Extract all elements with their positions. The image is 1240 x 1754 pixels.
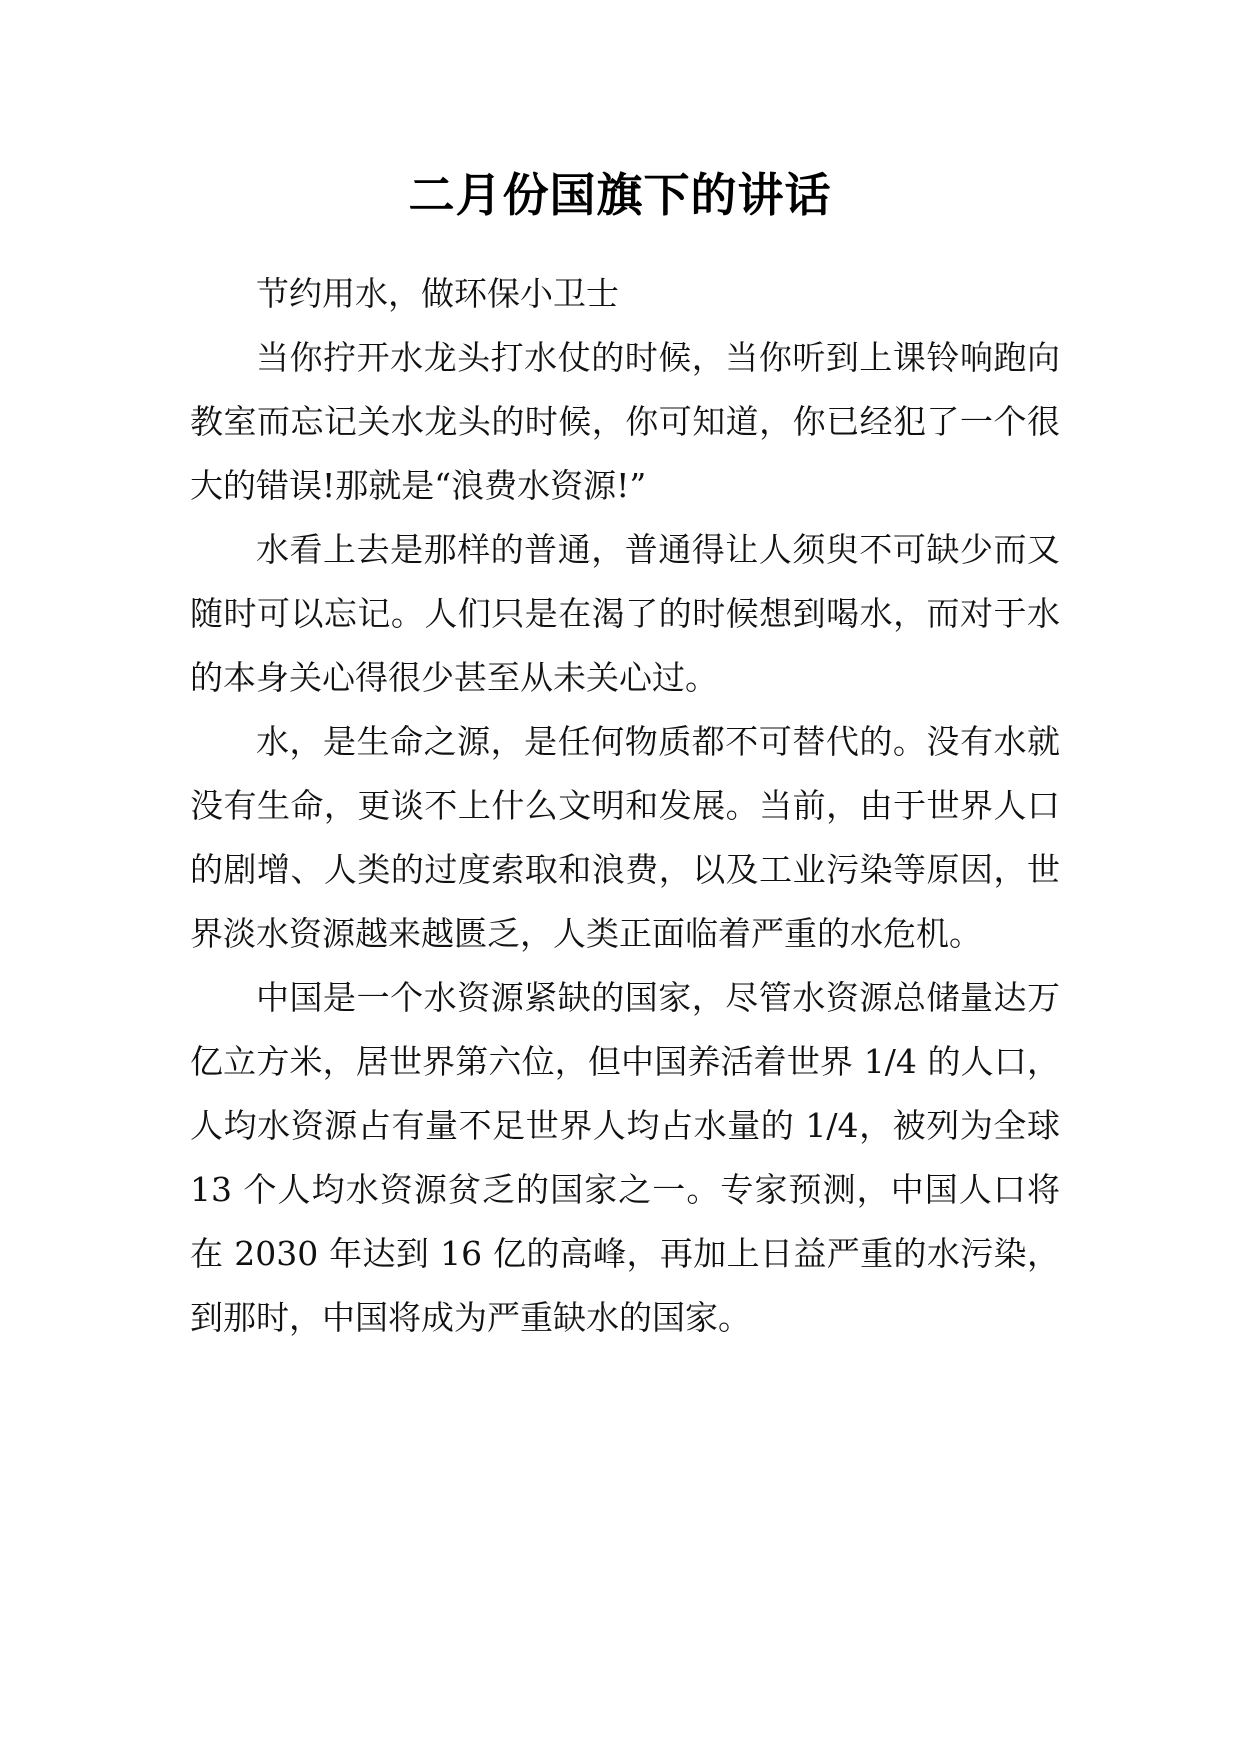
paragraph-subtitle: 节约用水，做环保小卫士 [256,274,619,313]
document-title: 二月份国旗下的讲话 [408,168,832,222]
paragraph: 当你拧开水龙头打水仗的时候，当你听到上课铃响跑向教室而忘记关水龙头的时候，你可知道，你已经犯了一个很大的错误!那就是“浪费水资源!” [190,338,1060,505]
paragraph: 中国是一个水资源紧缺的国家，尽管水资源总储量达万亿立方米，居世界第六位，但中国养活着世界 1/4 的人口，人均水资源占有量不足世界人均占水量的 1/4，被列为全球 13 个人均水资源贫乏的国家之一。专家预测，中国人口将在 2030 年达到 16 亿的高峰，再加上日益严重的水污染，到那时，中国将成为严重缺水的国家。 [190,978,1060,1337]
paragraph: 水，是生命之源，是任何物质都不可替代的。没有水就没有生命，更谈不上什么文明和发展。当前，由于世界人口的剧增、人类的过度索取和浪费，以及工业污染等原因，世界淡水资源越来越匮乏，人类正面临着严重的水危机。 [190,722,1060,953]
paragraph: 水看上去是那样的普通，普通得让人须臾不可缺少而又随时可以忘记。人们只是在渴了的时候想到喝水，而对于水的本身关心得很少甚至从未关心过。 [190,530,1060,697]
document-body [190,262,1060,1350]
